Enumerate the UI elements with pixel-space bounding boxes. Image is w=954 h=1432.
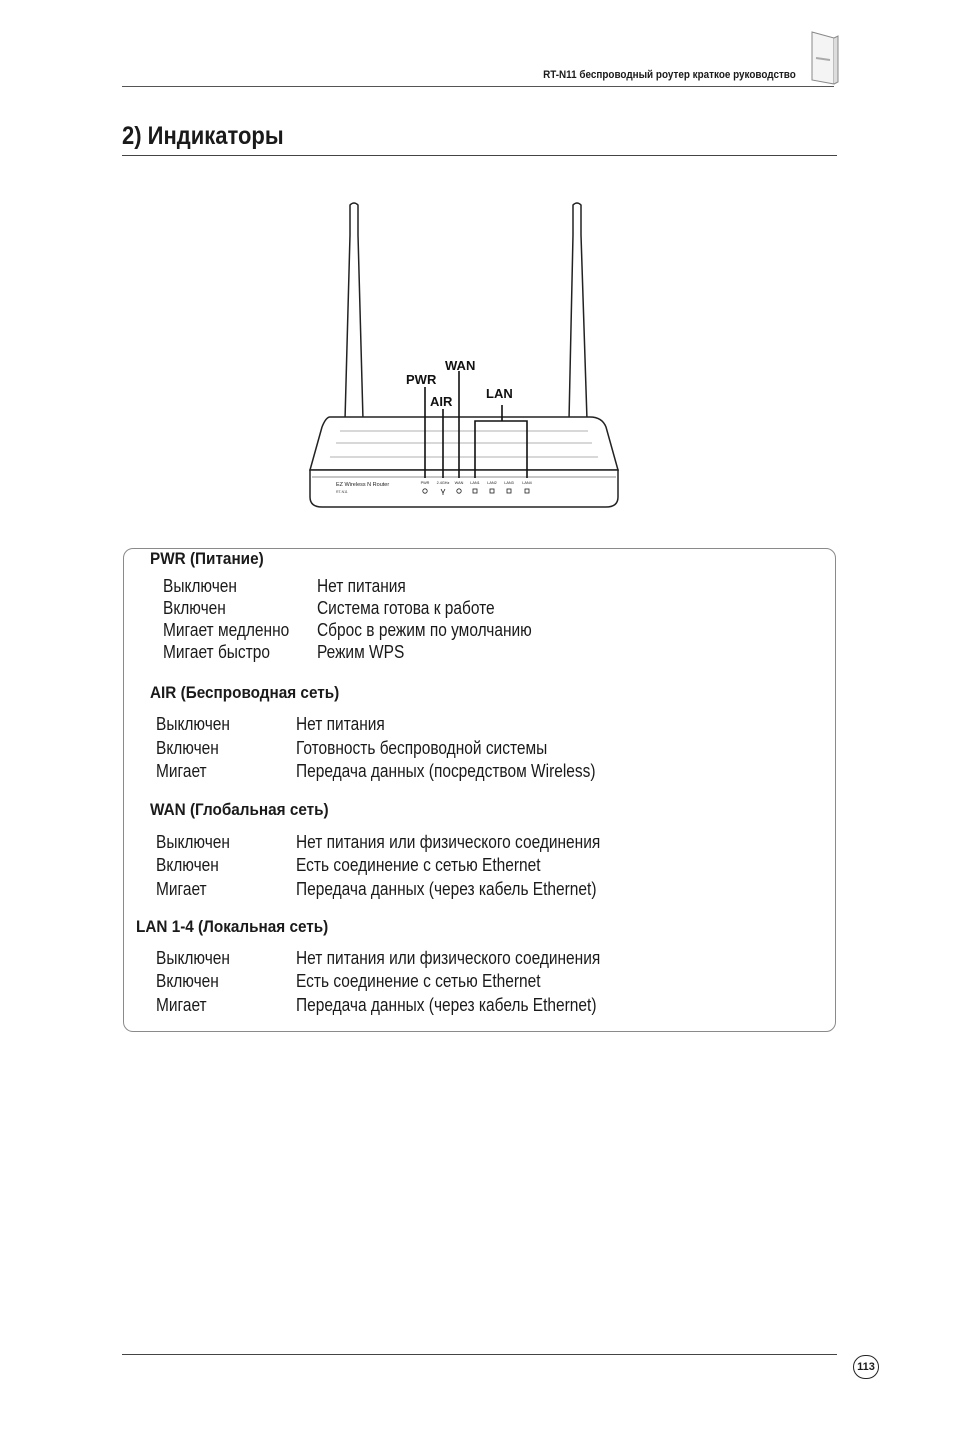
section-title-lan: LAN 1-4 (Локальная сеть) xyxy=(136,917,329,936)
state-label: Мигает быстро xyxy=(163,642,270,662)
section-title-wan: WAN (Глобальная сеть) xyxy=(150,800,329,819)
led-label-wan: WAN xyxy=(454,481,464,485)
state-label: Выключен xyxy=(156,948,230,968)
state-label: Выключен xyxy=(163,576,237,596)
title-rule xyxy=(122,155,837,156)
state-desc: Передача данных (посредством Wireless) xyxy=(296,761,596,781)
footer-rule xyxy=(122,1354,837,1355)
header-rule xyxy=(122,86,834,87)
running-header: RT-N11 беспроводный роутер краткое руководство xyxy=(543,69,796,81)
state-desc: Передача данных (через кабель Ethernet) xyxy=(296,995,597,1015)
state-desc: Сброс в режим по умолчанию xyxy=(317,620,532,640)
page-number: 113 xyxy=(853,1355,879,1379)
callout-air: AIR xyxy=(430,394,453,409)
state-label: Включен xyxy=(156,738,219,758)
state-label: Мигает xyxy=(156,761,207,781)
device-label: EZ Wireless N Router xyxy=(336,482,390,488)
state-desc: Нет питания или физического соединения xyxy=(296,948,601,968)
state-desc: Передача данных (через кабель Ethernet) xyxy=(296,879,597,899)
router-front xyxy=(310,470,618,507)
state-label: Включен xyxy=(163,598,226,618)
left-antenna xyxy=(345,203,363,420)
led-label-lan3: LAN3 xyxy=(504,481,514,485)
page-title: 2) Индикаторы xyxy=(122,122,284,150)
state-label: Включен xyxy=(156,971,219,991)
callout-wan: WAN xyxy=(445,358,476,373)
callout-lan: LAN xyxy=(486,386,513,401)
state-label: Выключен xyxy=(156,714,230,734)
led-label-pwr: PWR xyxy=(420,481,430,485)
section-title-pwr: PWR (Питание) xyxy=(150,549,264,568)
state-label: Мигает xyxy=(156,879,207,899)
state-desc: Готовность беспроводной системы xyxy=(296,738,548,758)
state-label: Мигает медленно xyxy=(163,620,290,640)
right-antenna xyxy=(569,203,587,420)
state-desc: Режим WPS xyxy=(317,642,405,662)
state-label: Выключен xyxy=(156,832,230,852)
state-desc: Есть соединение с сетью Ethernet xyxy=(296,855,541,875)
state-desc: Есть соединение с сетью Ethernet xyxy=(296,971,541,991)
led-label-lan4: LAN4 xyxy=(522,481,532,485)
state-desc: Система готова к работе xyxy=(317,598,495,618)
state-desc: Нет питания xyxy=(317,576,406,596)
state-label: Включен xyxy=(156,855,219,875)
section-title-air: AIR (Беспроводная сеть) xyxy=(150,683,340,702)
router-top xyxy=(310,417,618,470)
router-thumbnail-icon xyxy=(806,28,840,88)
led-label-lan1: LAN1 xyxy=(470,481,480,485)
state-label: Мигает xyxy=(156,995,207,1015)
router-illustration xyxy=(300,195,640,520)
led-label-air: 2.4GHz xyxy=(436,481,450,485)
state-desc: Нет питания xyxy=(296,714,385,734)
led-label-lan2: LAN2 xyxy=(487,481,497,485)
callout-pwr: PWR xyxy=(406,372,437,387)
device-model: RT-N11 xyxy=(336,490,348,494)
state-desc: Нет питания или физического соединения xyxy=(296,832,601,852)
